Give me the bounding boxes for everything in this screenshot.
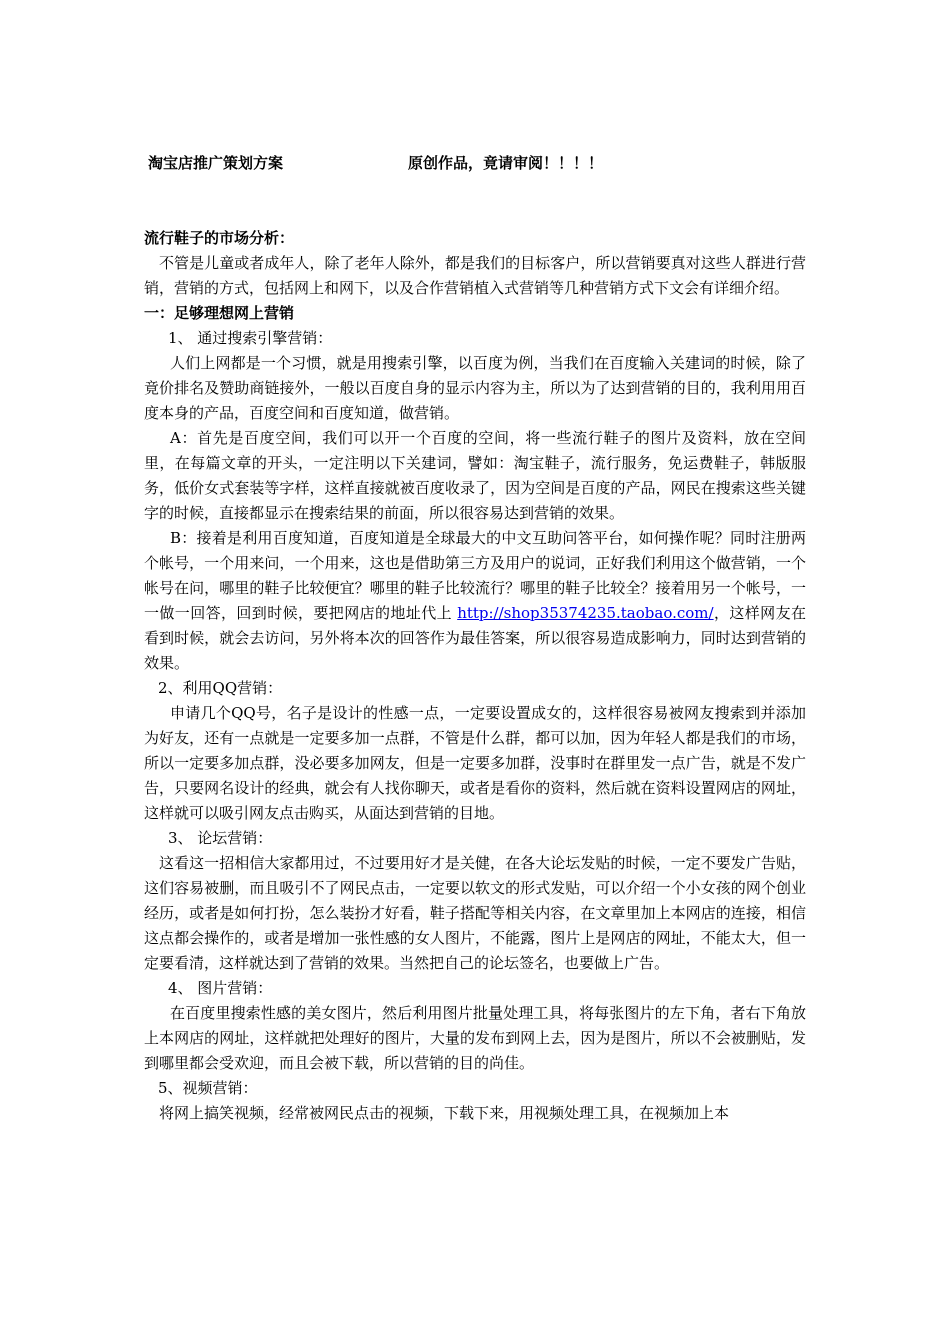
paragraph-baidu-space: A：首先是百度空间，我们可以开一个百度的空间，将一些流行鞋子的图片及资料，放在空间里，在每篇文章的开头，一定注明以下关建词，譬如：淘宝鞋子，流行服务，免运费鞋子，韩版服务，低价女式套装等字样，这样直接就被百度收录了，因为空间是百度的产品，网民在搜索这些关键字的时候，直接都显示在搜索结果的前面，所以很容易达到营销的效果。 [144,429,806,522]
paragraph-forum: 这看这一招相信大家都用过，不过要用好才是关健，在各大论坛发贴的时候，一定不要发广告贴，这们容易被删，而且吸引不了网民点击，一定要以软文的形式发贴，可以介绍一个小女孩的网个创业经历，或者是如何打扮，怎么装扮才好看，鞋子搭配等相关内容，在文章里加上本网店的连接，相信这点都会操作的，或者是增加一张性感的女人图片，不能露，图片上是网店的网址，不能太大，但一定要看清，这样就达到了营销的效果。当然把自己的论坛签名，也要做上广告。 [144,854,806,972]
item-heading-video: 5、视频营销： [158,1079,258,1097]
section-heading-market: 流行鞋子的市场分析： [144,229,295,247]
document-body [144,226,806,1126]
item-heading-forum: 3、 论坛营销： [168,829,273,847]
shop-link[interactable]: http://shop35374235.taobao.com/ [457,604,714,622]
paragraph-text: B：接着是利用百度知道，百度知道是全球最大的中文互助问答平台，如何操作呢？同时注册两个帐号，一个用来问，一个用来，这也是借助第三方及用户的说词，正好我们利用这个做营销，一个帐号在问，哪里的鞋子比较便宜？哪里的鞋子比较流行？哪里的鞋子比较全？接着用另一个帐号，一一做一回答，回到时候，要把网店的地址代上 [144,529,806,622]
document-title: 淘宝店推广策划方案 [148,154,284,172]
document-note: 原创作品，竟请审阅！！！！ [408,154,604,172]
paragraph-text: ，这样网友在看到时候，就会去访问，另外将本次的回答作为最佳答案，所以很容易造成影响力，同时达到营销的效果。 [144,604,806,672]
item-heading-search: 1、 通过搜索引擎营销： [168,329,333,347]
paragraph-image: 在百度里搜索性感的美女图片，然后利用图片批量处理工具，将每张图片的左下角，者右下角放上本网店的网址，这样就把处理好的图片，大量的发布到网上去，因为是图片，所以不会被删贴，发到哪里都会受欢迎，而且会被下载，所以营销的目的尚佳。 [144,1004,806,1072]
section-heading-online: 一：足够理想网上营销 [144,304,295,322]
paragraph-video: 将网上搞笑视频，经常被网民点击的视频，下载下来，用视频处理工具，在视频加上本 [159,1104,730,1122]
item-heading-qq: 2、利用QQ营销： [158,679,283,697]
paragraph-market: 不管是儿童或者成年人，除了老年人除外，都是我们的目标客户，所以营销要真对这些人群进行营销，营销的方式，包括网上和网下，以及合作营销植入式营销等几种营销方式下文会有详细介绍。 [144,254,806,297]
item-heading-image: 4、 图片营销： [168,979,273,997]
paragraph-qq: 申请几个QQ号，名子是设计的性感一点，一定要设置成女的，这样很容易被网友搜索到并添加为好友，还有一点就是一定要多加一点群，不管是什么群，都可以加，因为年轻人都是我们的市场，所以一定要多加点群，没必要多加网友，但是一定要多加群，没事时在群里发一点广告，就是不发广告，只要网名设计的经典，就会有人找你聊天，或者是看你的资料，然后就在资料设置网店的网址，这样就可以吸引网友点击购买，从面达到营销的目地。 [144,704,806,822]
paragraph-baidu-zhidao [144,526,806,676]
paragraph-search: 人们上网都是一个习惯，就是用搜索引擎，以百度为例，当我们在百度输入关建词的时候，除了竟价排名及赞助商链接外，一般以百度自身的显示内容为主，所以为了达到营销的目的，我利用用百度本身的产品，百度空间和百度知道，做营销。 [144,354,806,422]
